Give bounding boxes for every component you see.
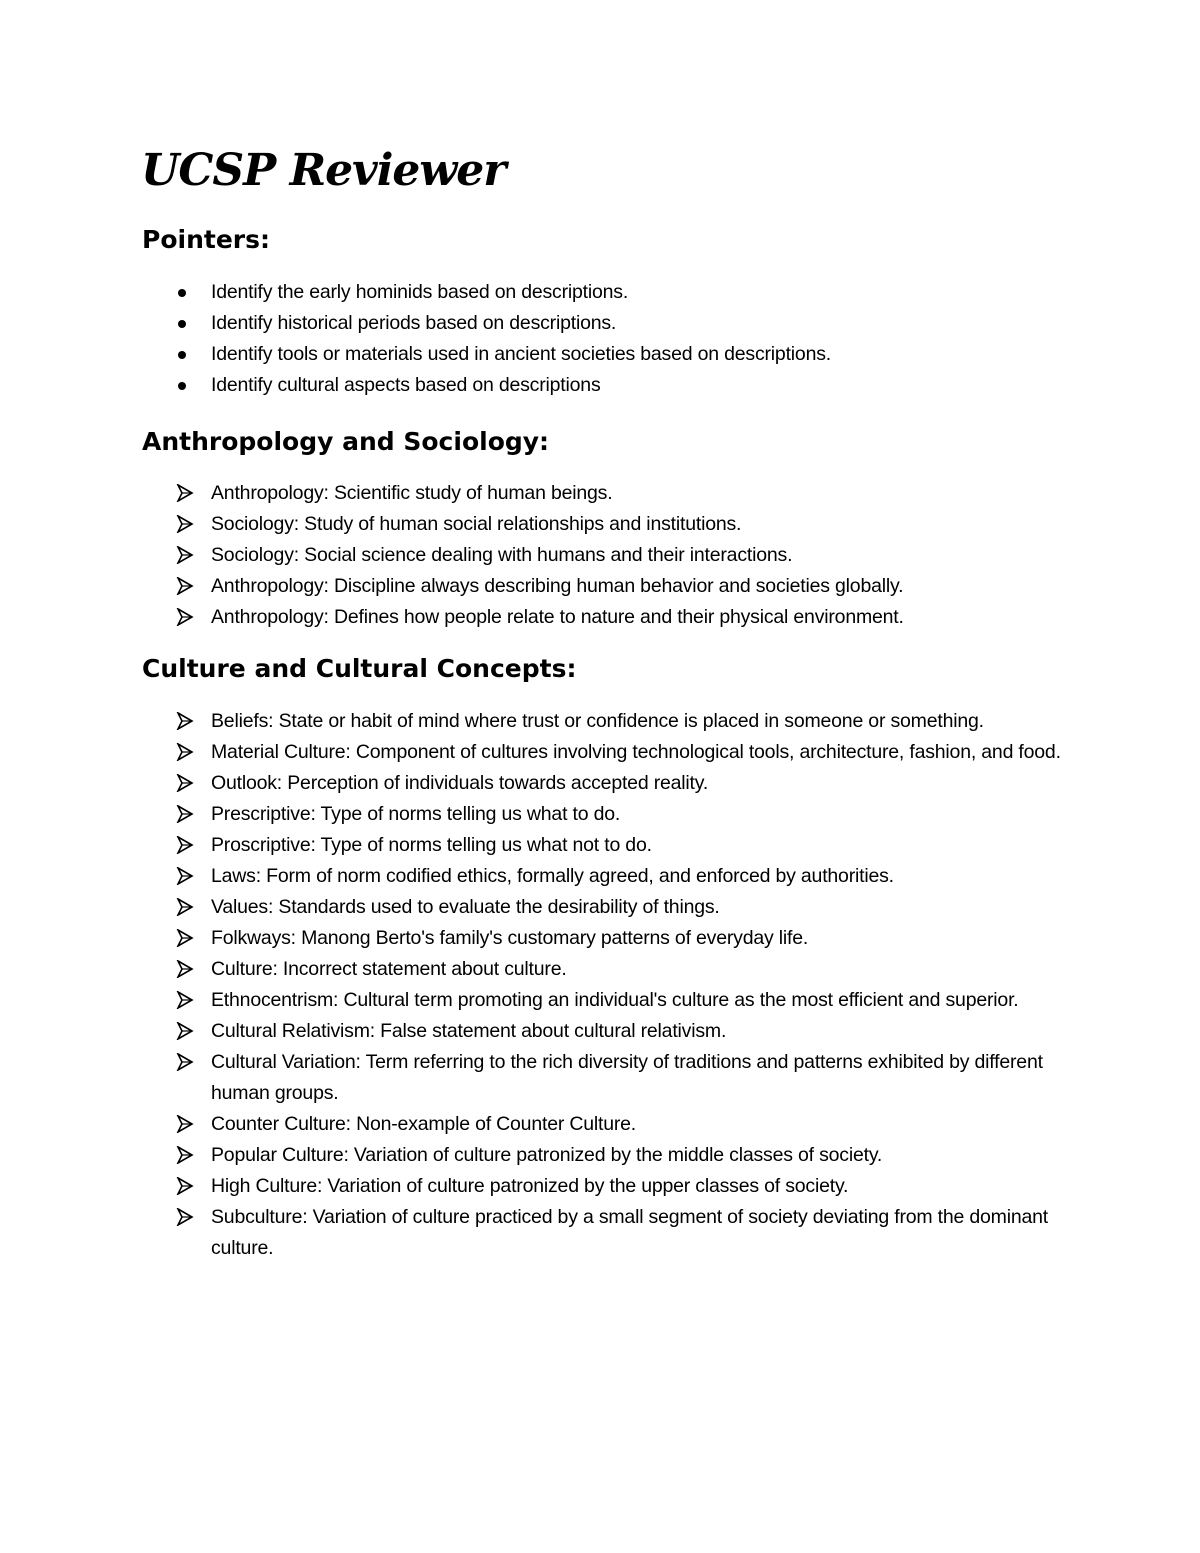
list-item-text: Subculture: Variation of culture practiced by a small segment of society deviating from the dominant culture. (211, 1206, 1048, 1259)
list-item (0, 799, 1200, 830)
list-item (0, 1047, 1200, 1109)
arrow-bullet-icon (176, 1140, 196, 1171)
list-item-text: Ethnocentrism: Cultural term promoting an individual's culture as the most efficient and superior. (211, 989, 1019, 1011)
arrow-bullet-icon (176, 1016, 196, 1047)
culture-concepts-list (0, 706, 1200, 1264)
arrow-bullet-icon (176, 1171, 196, 1202)
list-item (0, 830, 1200, 861)
list-item (0, 706, 1200, 737)
arrow-bullet-icon (176, 830, 196, 861)
list-item-text: Proscriptive: Type of norms telling us what not to do. (211, 834, 652, 856)
arrow-bullet-icon (176, 509, 196, 540)
arrow-bullet-icon (176, 737, 196, 768)
arrow-bullet-icon (176, 892, 196, 923)
list-item (0, 923, 1200, 954)
list-item-text: Sociology: Study of human social relationships and institutions. (211, 513, 742, 535)
arrow-bullet-icon (176, 602, 196, 633)
arrow-bullet-icon (176, 478, 196, 509)
list-item (0, 985, 1200, 1016)
list-item-text: Identify cultural aspects based on descriptions (211, 374, 601, 396)
list-item-text: Counter Culture: Non-example of Counter Culture. (211, 1113, 637, 1135)
list-item-text: Identify the early hominids based on descriptions. (211, 281, 629, 303)
arrow-bullet-icon (176, 985, 196, 1016)
list-item-text: Folkways: Manong Berto's family's customary patterns of everyday life. (211, 927, 809, 949)
list-item-text: Values: Standards used to evaluate the desirability of things. (211, 896, 720, 918)
list-item-text: Popular Culture: Variation of culture patronized by the middle classes of society. (211, 1144, 883, 1166)
list-item-text: Identify historical periods based on descriptions. (211, 312, 617, 334)
list-item (0, 509, 1200, 540)
arrow-bullet-icon (176, 571, 196, 602)
arrow-bullet-icon (176, 954, 196, 985)
list-item-text: Outlook: Perception of individuals towards accepted reality. (211, 772, 709, 794)
list-item-text: Anthropology: Defines how people relate to nature and their physical environment. (211, 606, 904, 628)
list-item-text: Cultural Relativism: False statement about cultural relativism. (211, 1020, 727, 1042)
list-item (0, 892, 1200, 923)
list-item-text: Culture: Incorrect statement about culture. (211, 958, 567, 980)
bullet-dot-icon (176, 370, 196, 401)
arrow-bullet-icon (176, 768, 196, 799)
list-item-text: Prescriptive: Type of norms telling us what to do. (211, 803, 621, 825)
list-item (0, 1140, 1200, 1171)
arrow-bullet-icon (176, 799, 196, 830)
list-item (0, 1109, 1200, 1140)
bullet-dot-icon (176, 339, 196, 370)
arrow-bullet-icon (176, 1109, 196, 1140)
list-item (0, 602, 1200, 633)
document-title: UCSP Reviewer (141, 145, 506, 196)
list-item-text: Anthropology: Discipline always describing human behavior and societies globally. (211, 575, 904, 597)
arrow-bullet-icon (176, 861, 196, 892)
arrow-bullet-icon (176, 923, 196, 954)
arrow-bullet-icon (176, 1202, 196, 1233)
section-heading-culture-concepts: Culture and Cultural Concepts: (142, 654, 577, 683)
list-item-text: Material Culture: Component of cultures involving technological tools, architecture, fashion, and food. (211, 741, 1061, 763)
pointers-list (0, 277, 1200, 401)
list-item-text: Beliefs: State or habit of mind where trust or confidence is placed in someone or something. (211, 710, 984, 732)
list-item-text: Cultural Variation: Term referring to the rich diversity of traditions and patterns exhibited by different human groups. (211, 1051, 1043, 1104)
anthropology-sociology-list (0, 478, 1200, 633)
list-item (0, 339, 1200, 370)
list-item (0, 370, 1200, 401)
list-item (0, 1016, 1200, 1047)
arrow-bullet-icon (176, 540, 196, 571)
list-item (0, 768, 1200, 799)
list-item (0, 571, 1200, 602)
section-heading-anthropology-sociology: Anthropology and Sociology: (142, 427, 550, 456)
bullet-dot-icon (176, 308, 196, 339)
list-item (0, 954, 1200, 985)
list-item-text: Identify tools or materials used in ancient societies based on descriptions. (211, 343, 831, 365)
bullet-dot-icon (176, 277, 196, 308)
list-item (0, 1202, 1200, 1264)
list-item (0, 308, 1200, 339)
list-item (0, 1171, 1200, 1202)
list-item (0, 478, 1200, 509)
list-item (0, 737, 1200, 768)
section-heading-pointers: Pointers: (142, 225, 270, 254)
list-item (0, 861, 1200, 892)
list-item (0, 540, 1200, 571)
list-item-text: High Culture: Variation of culture patronized by the upper classes of society. (211, 1175, 849, 1197)
list-item-text: Sociology: Social science dealing with humans and their interactions. (211, 544, 793, 566)
list-item (0, 277, 1200, 308)
list-item-text: Laws: Form of norm codified ethics, formally agreed, and enforced by authorities. (211, 865, 894, 887)
list-item-text: Anthropology: Scientific study of human beings. (211, 482, 613, 504)
arrow-bullet-icon (176, 1047, 196, 1078)
arrow-bullet-icon (176, 706, 196, 737)
